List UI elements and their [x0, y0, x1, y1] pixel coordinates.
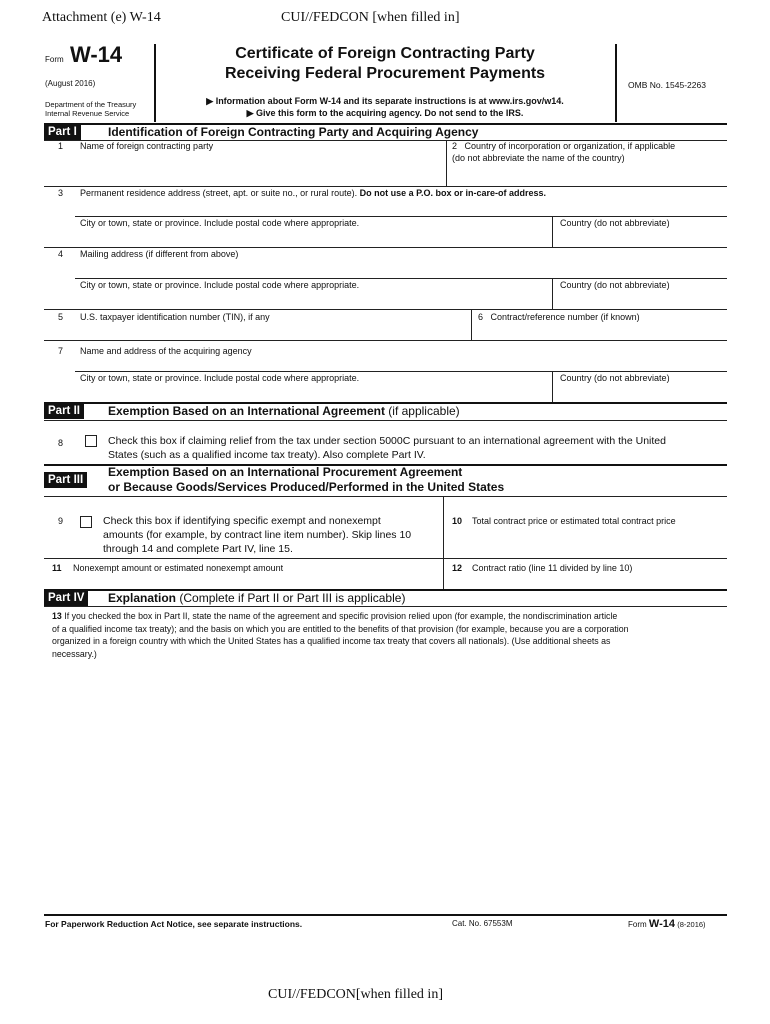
line2-label: [452, 140, 675, 152]
permanent-address-field[interactable]: [80, 200, 720, 214]
line-number: 12: [452, 563, 463, 573]
city-field[interactable]: [80, 230, 545, 246]
form-word: Form: [45, 55, 64, 64]
line3-label: [80, 187, 546, 199]
footer-revision: (8-2016): [677, 920, 706, 929]
info-line: ▶ Give this form to the acquiring agency. Do not send to the IRS.: [246, 108, 524, 118]
line6-text: Contract/reference number (if known): [490, 312, 640, 322]
tin-field[interactable]: [80, 324, 465, 338]
line7-label: Name and address of the acquiring agency: [80, 346, 252, 356]
footer-form-word: Form: [628, 920, 647, 929]
line-number: 9: [58, 516, 64, 526]
divider: [552, 371, 553, 402]
part4-title: [108, 591, 405, 606]
form-title: [160, 44, 610, 84]
part2-title: [108, 404, 460, 419]
city-label: City or town, state or province. Include postal code where appropriate.: [80, 218, 360, 228]
part2-title-text: Exemption Based on an International Agreement: [108, 404, 385, 418]
department-line: Department of the Treasury: [45, 100, 137, 109]
cui-marking-bottom: CUI//FEDCON[when filled in]: [268, 987, 443, 1002]
divider: [446, 140, 447, 186]
agency-line: Internal Revenue Service: [45, 109, 130, 118]
department-name: [45, 100, 136, 118]
line-number: 8: [58, 438, 64, 448]
total-contract-price-field[interactable]: [472, 530, 722, 554]
divider: [471, 309, 472, 340]
mailing-country-field[interactable]: [560, 292, 722, 307]
paperwork-notice: For Paperwork Reduction Act Notice, see separate instructions.: [45, 919, 303, 929]
foreign-party-name-field[interactable]: [80, 154, 444, 184]
line2-note: (do not abbreviate the name of the country): [452, 153, 625, 163]
line9-line: through 14 and complete Part IV, line 15.: [103, 543, 293, 555]
line13-line: [52, 610, 732, 623]
country-label: Country (do not abbreviate): [560, 373, 670, 383]
treaty-relief-checkbox[interactable]: [85, 435, 97, 447]
line3-warning: Do not use a P.O. box or in-care-of address.: [359, 188, 547, 198]
explanation-field[interactable]: [52, 665, 724, 910]
mailing-address-field[interactable]: [80, 261, 720, 275]
part3-title: [108, 465, 504, 495]
line12-label: Contract ratio (line 11 divided by line 10): [472, 563, 633, 573]
rule: [44, 558, 727, 559]
part1-title: Identification of Foreign Contracting Party and Acquiring Agency: [108, 125, 479, 139]
form-number: W-14: [70, 42, 123, 67]
line13-text-a: If you checked the box in Part II, state the name of the agreement and specific provision relied upon (for example, the nondiscrimination article: [64, 611, 618, 621]
line3-text: Permanent residence address (street, apt. or suite no., or rural route).: [80, 188, 358, 198]
rule: [44, 606, 727, 607]
divider: [552, 216, 553, 247]
line-number: 6: [478, 312, 484, 322]
divider: [443, 496, 444, 589]
part2-title-suffix: (if applicable): [388, 404, 460, 418]
line-number: 1: [58, 141, 64, 151]
agency-country-field[interactable]: [560, 385, 722, 400]
rule: [44, 340, 727, 341]
attachment-label: Attachment (e) W-14: [42, 10, 161, 25]
header-divider-left: [154, 44, 156, 122]
line9-line: amounts (for example, by contract line item number). Skip lines 10: [103, 529, 412, 541]
line9-text: [103, 514, 411, 556]
contract-number-field[interactable]: [478, 324, 722, 338]
line13-line: of a qualified income tax treaty); and the basis on which you are entitled to the benefits of that provision (for example, because you are a corporation: [52, 623, 629, 634]
divider: [552, 278, 553, 309]
line9-line: Check this box if identifying specific exempt and nonexempt: [103, 515, 381, 527]
header-divider-right: [615, 44, 617, 122]
line-number: 3: [58, 188, 64, 198]
part4-title-suffix: (Complete if Part II or Part III is applicable): [179, 591, 406, 605]
country-of-incorporation-field[interactable]: [452, 166, 724, 184]
footer-form-number: W-14: [648, 918, 675, 930]
part2-label: Part II: [44, 403, 84, 419]
line10-label: Total contract price or estimated total contract price: [472, 516, 676, 526]
form-instructions: [160, 95, 610, 119]
line8-line: States (such as a qualified income tax treaty). Also complete Part IV.: [108, 449, 426, 461]
exempt-amounts-checkbox[interactable]: [80, 516, 92, 528]
part4-title-text: Explanation: [108, 591, 177, 605]
agency-city-field[interactable]: [80, 385, 545, 400]
omb-number: OMB No. 1545-2263: [628, 80, 706, 90]
line2-text: Country of incorporation or organization, if applicable: [464, 141, 676, 151]
line8-line: Check this box if claiming relief from the tax under section 5000C pursuant to an international agreement with the United: [108, 435, 666, 447]
footer-rule: [44, 914, 727, 916]
nonexempt-amount-field[interactable]: [73, 575, 438, 587]
rule: [44, 309, 727, 310]
line-number: 4: [58, 249, 64, 259]
line8-text: [108, 434, 666, 462]
acquiring-agency-field[interactable]: [80, 358, 720, 370]
info-line: ▶ Information about Form W-14 and its separate instructions is at www.irs.gov/w14.: [206, 96, 564, 106]
title-line: Certificate of Foreign Contracting Party: [235, 45, 535, 62]
country-label: Country (do not abbreviate): [560, 280, 670, 290]
line-number: 13: [52, 611, 62, 621]
part1-label: Part I: [44, 124, 81, 140]
part3-label: Part III: [44, 472, 87, 488]
line-number: 10: [452, 516, 463, 526]
line1-label: Name of foreign contracting party: [80, 141, 214, 151]
title-line: Receiving Federal Procurement Payments: [224, 65, 546, 82]
line13-text: [52, 610, 732, 660]
part3-title-line: Exemption Based on an International Procurement Agreement: [108, 465, 463, 479]
cui-marking-top: CUI//FEDCON [when filled in]: [281, 10, 460, 25]
line-number: 11: [52, 563, 62, 573]
line11-label: Nonexempt amount or estimated nonexempt amount: [73, 563, 284, 573]
catalog-number: Cat. No. 67553M: [452, 919, 513, 928]
line-number: 7: [58, 346, 64, 356]
rule: [44, 496, 727, 497]
line-number: 5: [58, 312, 64, 322]
line4-label: Mailing address (if different from above): [80, 249, 239, 259]
contract-ratio-field[interactable]: [472, 575, 722, 587]
line13-line: organized in a foreign country with which the United States has a qualified income tax treaty that covers all nationals). (Use additional sheets as: [52, 636, 611, 646]
mailing-city-field[interactable]: [80, 292, 545, 307]
line-number: 2: [452, 141, 458, 151]
rule: [44, 420, 727, 421]
country-field[interactable]: [560, 230, 722, 246]
footer-form-id: [628, 918, 706, 930]
country-label: Country (do not abbreviate): [560, 218, 670, 228]
part3-title-line: or Because Goods/Services Produced/Performed in the United States: [108, 480, 505, 494]
city-label: City or town, state or province. Include postal code where appropriate.: [80, 373, 360, 383]
form-date: (August 2016): [45, 79, 96, 88]
part4-label: Part IV: [44, 590, 88, 606]
city-label: City or town, state or province. Include postal code where appropriate.: [80, 280, 360, 290]
line13-line: necessary.): [52, 648, 97, 659]
line5-label: U.S. taxpayer identification number (TIN), if any: [80, 312, 270, 322]
line6-label: [478, 311, 640, 323]
